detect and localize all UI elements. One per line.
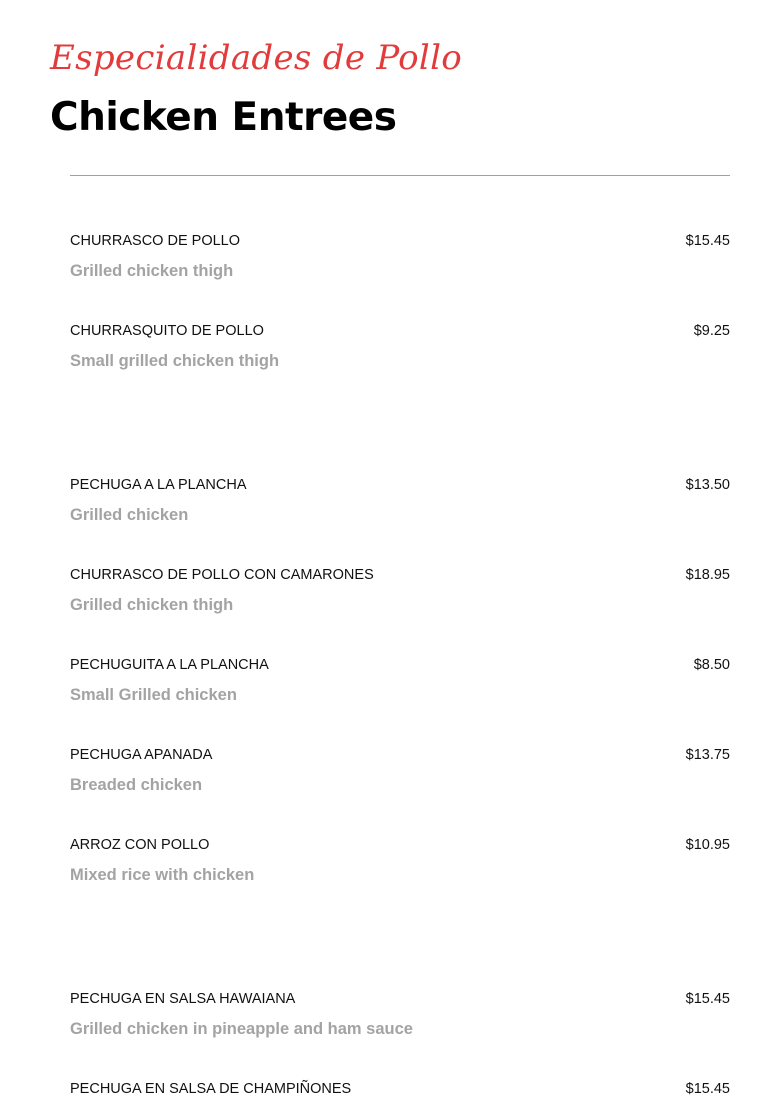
item-price: $15.45 [685, 1081, 730, 1097]
menu-item [70, 1080, 730, 1105]
item-price: $8.50 [693, 657, 730, 673]
item-description: Grilled chicken thigh [70, 596, 234, 614]
item-price: $10.95 [685, 837, 730, 853]
menu-item [70, 322, 730, 382]
item-name: CHURRASQUITO DE POLLO [70, 323, 264, 339]
item-name: CHURRASCO DE POLLO [70, 233, 241, 249]
item-description: Small Grilled chicken [70, 686, 237, 704]
menu-item [70, 476, 730, 536]
item-description: Small grilled chicken thigh [70, 352, 280, 370]
item-price: $13.75 [685, 747, 730, 763]
item-description: Grilled chicken thigh [70, 262, 234, 280]
item-name: PECHUGA APANADA [70, 747, 213, 763]
item-price: $15.45 [685, 233, 730, 249]
menu-item [70, 746, 730, 806]
item-description: Grilled chicken in pineapple and ham sauce [70, 1020, 413, 1038]
menu-item [70, 566, 730, 626]
item-price: $18.95 [685, 567, 730, 583]
item-name: PECHUGA A LA PLANCHA [70, 477, 247, 493]
item-name: PECHUGA EN SALSA HAWAIANA [70, 991, 296, 1007]
item-price: $15.45 [685, 991, 730, 1007]
divider [70, 175, 730, 176]
item-description: Grilled chicken [70, 506, 189, 524]
item-name: ARROZ CON POLLO [70, 837, 210, 853]
menu-item [70, 232, 730, 292]
item-description: Breaded chicken [70, 776, 203, 794]
item-name: PECHUGUITA A LA PLANCHA [70, 657, 269, 673]
menu-item [70, 656, 730, 716]
item-price: $13.50 [685, 477, 730, 493]
section-script-title: Especialidades de Pollo [50, 38, 463, 78]
item-name: CHURRASCO DE POLLO CON CAMARONES [70, 567, 374, 583]
menu-item [70, 990, 730, 1050]
item-name: PECHUGA EN SALSA DE CHAMPIÑONES [70, 1081, 352, 1097]
page-title: Chicken Entrees [50, 95, 397, 140]
item-description: Mixed rice with chicken [70, 866, 255, 884]
menu-item [70, 836, 730, 896]
item-price: $9.25 [693, 323, 730, 339]
